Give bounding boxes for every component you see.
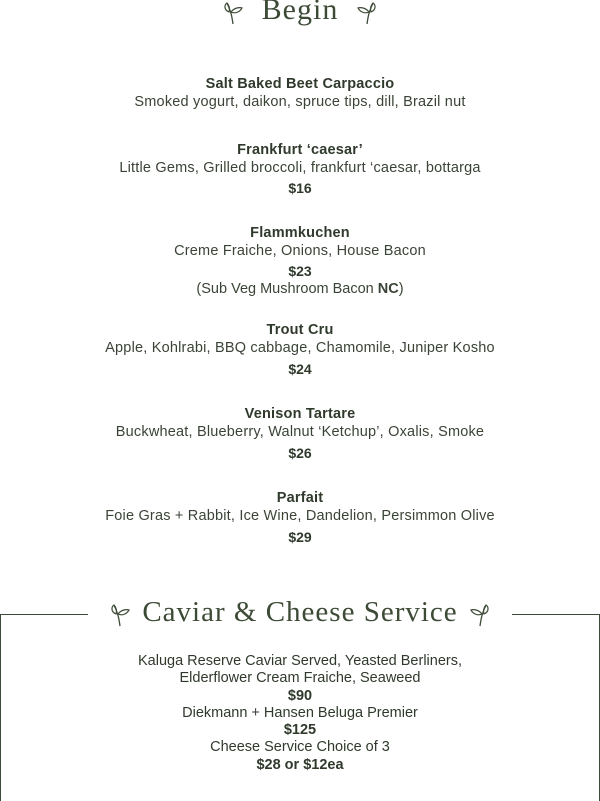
- item-description: Creme Fraiche, Onions, House Bacon: [174, 243, 426, 259]
- cheese-line: Cheese Service Choice of 3: [210, 739, 390, 756]
- begin-section-title: [0, 0, 600, 30]
- menu-item: [0, 405, 600, 462]
- leaf-sprig-icon: [108, 601, 132, 627]
- item-price: $16: [288, 180, 312, 196]
- caviar-price: $125: [283, 722, 317, 739]
- menu-item: [0, 141, 600, 197]
- item-name: Salt Baked Beet Carpaccio: [205, 76, 395, 92]
- leaf-sprig-icon: [221, 0, 245, 25]
- item-description: Smoked yogurt, daikon, spruce tips, dill, Brazil nut: [134, 94, 466, 110]
- menu-item: [0, 321, 600, 378]
- item-description: Apple, Kohlrabi, BBQ cabbage, Chamomile, Juniper Kosho: [105, 340, 495, 356]
- caviar-line: Elderflower Cream Fraiche, Seaweed: [179, 670, 421, 687]
- item-name: Frankfurt ‘caesar’: [237, 142, 363, 158]
- item-description: Little Gems, Grilled broccoli, frankfurt ‘caesar, bottarga: [119, 160, 481, 176]
- caviar-line: Kaluga Reserve Caviar Served, Yeasted Berliners,: [137, 653, 462, 669]
- menu-item: [0, 224, 600, 298]
- caviar-section-content: [0, 653, 600, 774]
- leaf-sprig-icon: [355, 0, 379, 25]
- item-name: Trout Cru: [266, 322, 334, 338]
- item-price: $26: [288, 445, 312, 461]
- item-price: $23: [288, 263, 312, 279]
- item-name: Parfait: [276, 490, 324, 506]
- menu-item: [0, 489, 600, 546]
- leaf-sprig-icon: [468, 601, 492, 627]
- caviar-price: $90: [287, 687, 313, 704]
- caviar-section-title: [88, 592, 511, 632]
- caviar-line: Diekmann + Hansen Beluga Premier: [182, 704, 418, 721]
- item-substitution-note: (Sub Veg Mushroom Bacon NC): [196, 281, 404, 297]
- item-price: $29: [288, 529, 312, 545]
- item-name: Venison Tartare: [244, 406, 356, 422]
- item-description: Foie Gras + Rabbit, Ice Wine, Dandelion, Persimmon Olive: [105, 508, 495, 524]
- menu-item: [0, 75, 600, 111]
- item-name: Flammkuchen: [250, 225, 350, 241]
- caviar-section-header: [0, 592, 600, 632]
- cheese-price: $28 or $12ea: [256, 756, 344, 773]
- item-price: $24: [288, 361, 312, 377]
- caviar-title-text: Caviar & Cheese Service: [142, 596, 458, 628]
- item-description: Buckwheat, Blueberry, Walnut ‘Ketchup’, Oxalis, Smoke: [115, 424, 485, 440]
- begin-title-text: Begin: [261, 0, 339, 26]
